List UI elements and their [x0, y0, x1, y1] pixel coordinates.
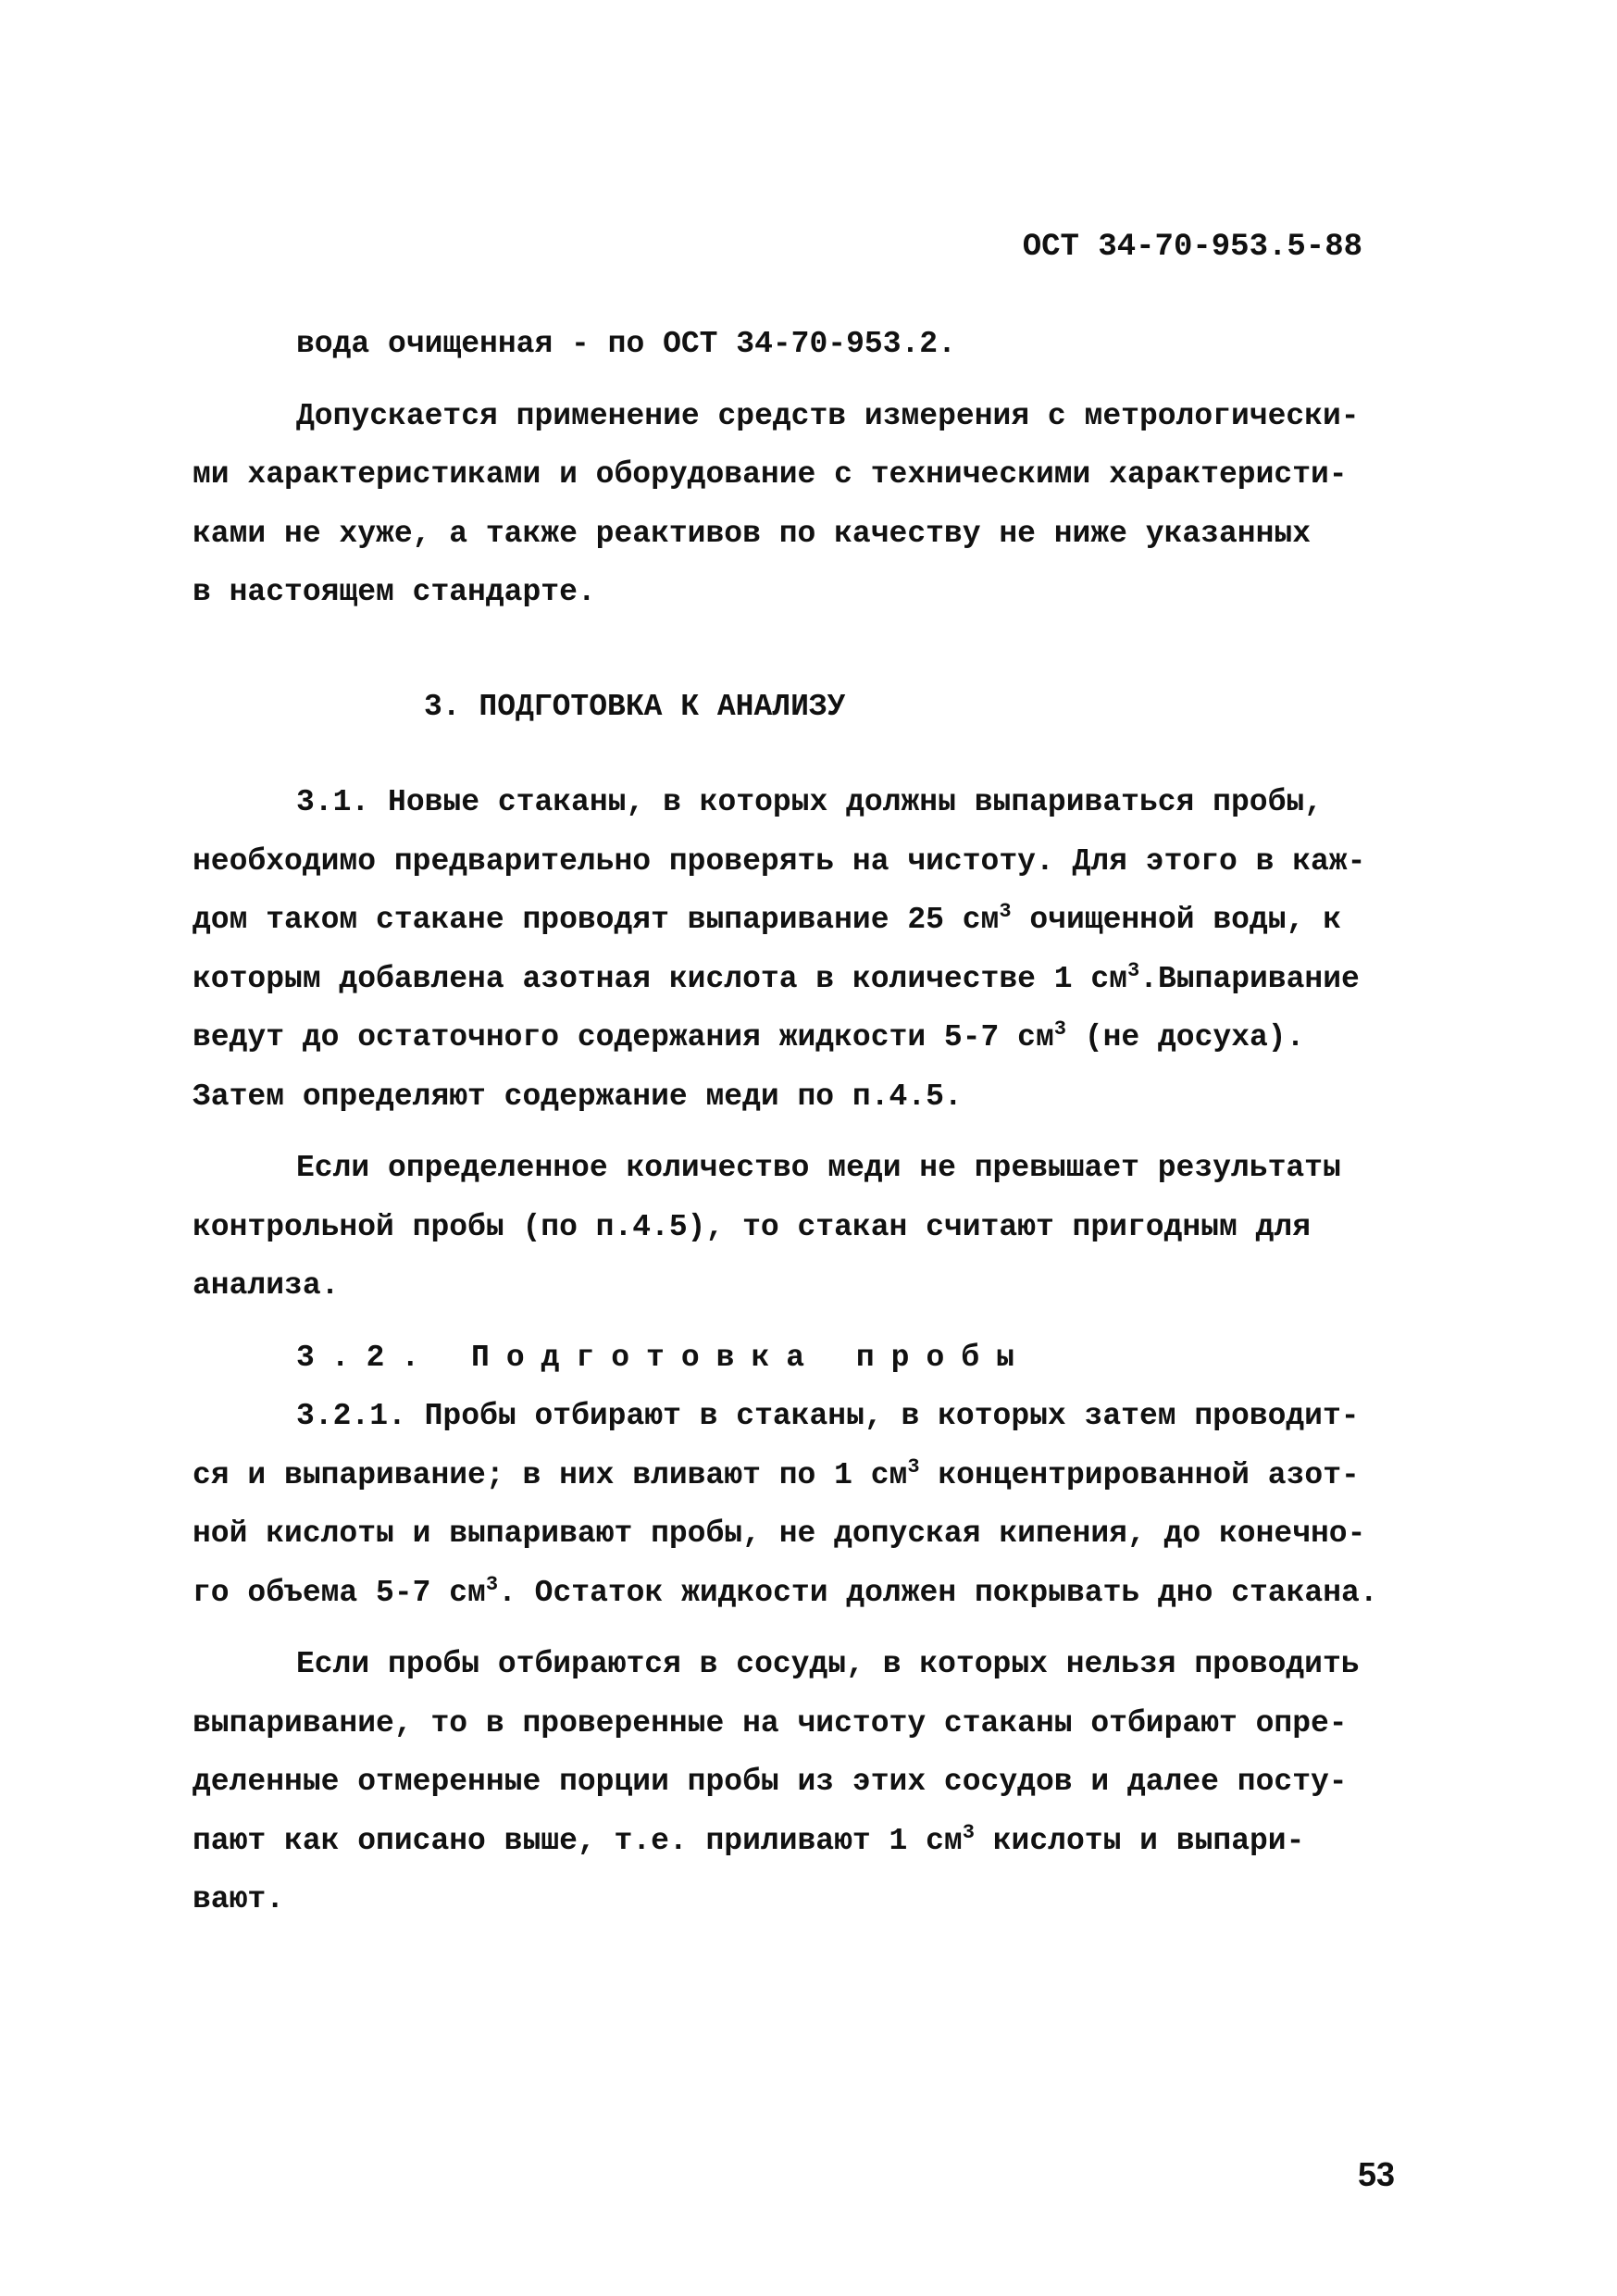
superscript: 3 — [999, 900, 1012, 923]
p321-line-1: 3.2.1. Пробы отбирают в стаканы, в которых затем проводит- — [296, 1399, 1360, 1433]
superscript: 3 — [907, 1454, 920, 1479]
p31-line-4: которым добавлена азотная кислота в количестве 1 $см^3.Выпаривание$ — [193, 958, 1360, 996]
p31-line-1: 3.1. Новые стаканы, в которых должны выпариваться пробы, — [296, 785, 1323, 819]
page-number: 53 — [1357, 2155, 1395, 2193]
p321-line-4: го объема 5-7 $см^3$. Остаток жидкости должен покрывать дно стакана. — [193, 1572, 1378, 1610]
allowed-line-1: Допускается применение средств измерения с метрологически- — [296, 398, 1360, 433]
p31-line-5: ведут до остаточного содержания жидкости 5-7 $см^3$ (не досуха). — [193, 1017, 1305, 1054]
p321-line-2: ся и выпаривание; в них вливают по 1 $см^3$ концентрированной азот- — [193, 1454, 1360, 1492]
section-3-2-title: 3.2. Подготовка пробы — [296, 1340, 1031, 1375]
p321b-line-4: пают как описано выше, т.е. приливают 1 $см^3$ кислоты и выпари- — [193, 1820, 1305, 1858]
p31b-line-1: Если определенное количество меди не превышает результаты — [296, 1151, 1341, 1185]
p31-line-2: необходимо предварительно проверять на чистоту. Для этого в каж- — [193, 843, 1366, 879]
p31b-line-2: контрольной пробы (по п.4.5), то стакан считают пригодным для — [193, 1209, 1311, 1244]
p321b-line-2: выпаривание, то в проверенные на чистоту стаканы отбирают опре- — [193, 1705, 1348, 1741]
p31-line-3: дом таком стакане проводят выпаривание 25 $см^3$ очищенной воды, к — [193, 900, 1342, 937]
superscript: 3 — [1053, 1017, 1066, 1041]
allowed-line-3: ками не хуже, а также реактивов по качеству не ниже указанных — [193, 516, 1311, 551]
document-body — [193, 315, 1451, 1929]
section-3-title: 3. ПОДГОТОВКА К АНАЛИЗУ — [424, 689, 846, 724]
p31-line-6: Затем определяют содержание меди по п.4.5. — [193, 1079, 963, 1114]
superscript: 3 — [485, 1572, 499, 1596]
superscript: 3 — [962, 1820, 975, 1844]
p31b-line-3: анализа. — [193, 1268, 340, 1303]
document-code: ОСТ 34-70-953.5-88 — [1022, 230, 1362, 265]
superscript: 3 — [1126, 958, 1140, 982]
allowed-line-2: ми характеристиками и оборудование с техническими характеристи- — [193, 457, 1348, 492]
p321b-line-3: деленные отмеренные порции пробы из этих сосудов и далее посту- — [193, 1765, 1348, 1799]
p321-line-3: ной кислоты и выпаривают пробы, не допуская кипения, до конечно- — [193, 1516, 1366, 1551]
allowed-line-4: в настоящем стандарте. — [193, 575, 596, 609]
p321b-line-1: Если пробы отбираются в сосуды, в которых нельзя проводить — [296, 1647, 1360, 1681]
p321b-line-5: вают. — [193, 1882, 285, 1916]
paragraph-water: вода очищенная - по ОСТ 34-70-953.2. — [296, 327, 956, 361]
